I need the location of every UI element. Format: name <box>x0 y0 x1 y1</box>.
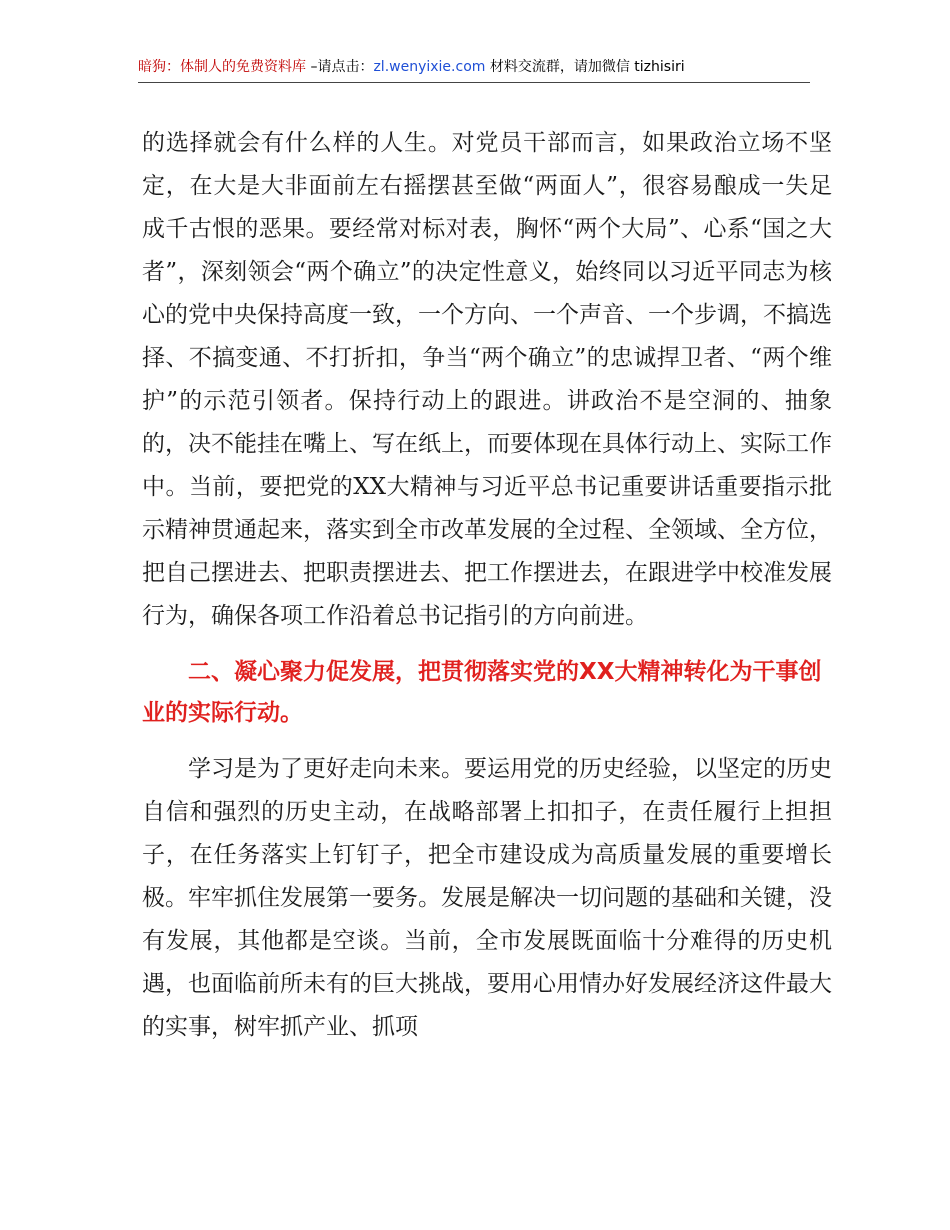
header-contact: 材料交流群，请加微信 tizhisiri <box>485 59 685 75</box>
header-site-name: 暗狗：体制人的免费资料库 <box>138 59 306 75</box>
body-paragraph: 学习是为了更好走向未来。要运用党的历史经验，以坚定的历史自信和强烈的历史主动，在战略部署上扣扣子，在责任履行上担担子，在任务落实上钉钉子，把全市建设成为高质量发展的重要增长极。牢牢抓住发展第一要务。发展是解决一切问题的基础和关键，没有发展，其他都是空谈。当前，全市发展既面临十分难得的历史机遇，也面临前所未有的巨大挑战，要用心用情办好发展经济这件最大的实事，树牢抓产业、抓项 <box>142 756 832 1040</box>
header-url-link[interactable]: zl.wenyixie.com <box>373 59 486 75</box>
body-paragraph: 的选择就会有什么样的人生。对党员干部而言，如果政治立场不坚定，在大是大非面前左右摇摆甚至做“两面人”，很容易酿成一失足成千古恨的恶果。要经常对标对表，胸怀“两个大局”、心系“国之大者”，深刻领会“两个确立”的决定性意义，始终同以习近平同志为核心的党中央保持高度一致，一个方向、一个声音、一个步调，不搞选择、不搞变通、不打折扣，争当“两个确立”的忠诚捍卫者、“两个维护”的示范引领者。保持行动上的跟进。讲政治不是空洞的、抽象的，决不能挂在嘴上、写在纸上，而要体现在具体行动上、实际工作中。当前，要把党的XX大精神与习近平总书记重要讲话重要指示批示精神贯通起来，落实到全市改革发展的全过程、全领域、全方位，把自己摆进去、把职责摆进去、把工作摆进去，在跟进学中校准发展行为，确保各项工作沿着总书记指引的方向前进。 <box>142 130 832 629</box>
document-body <box>142 122 832 1049</box>
page-header <box>138 56 810 83</box>
section-heading: 二、凝心聚力促发展，把贯彻落实党的XX大精神转化为干事创业的实际行动。 <box>142 659 822 726</box>
header-click-prompt: –请点击： <box>306 59 374 75</box>
